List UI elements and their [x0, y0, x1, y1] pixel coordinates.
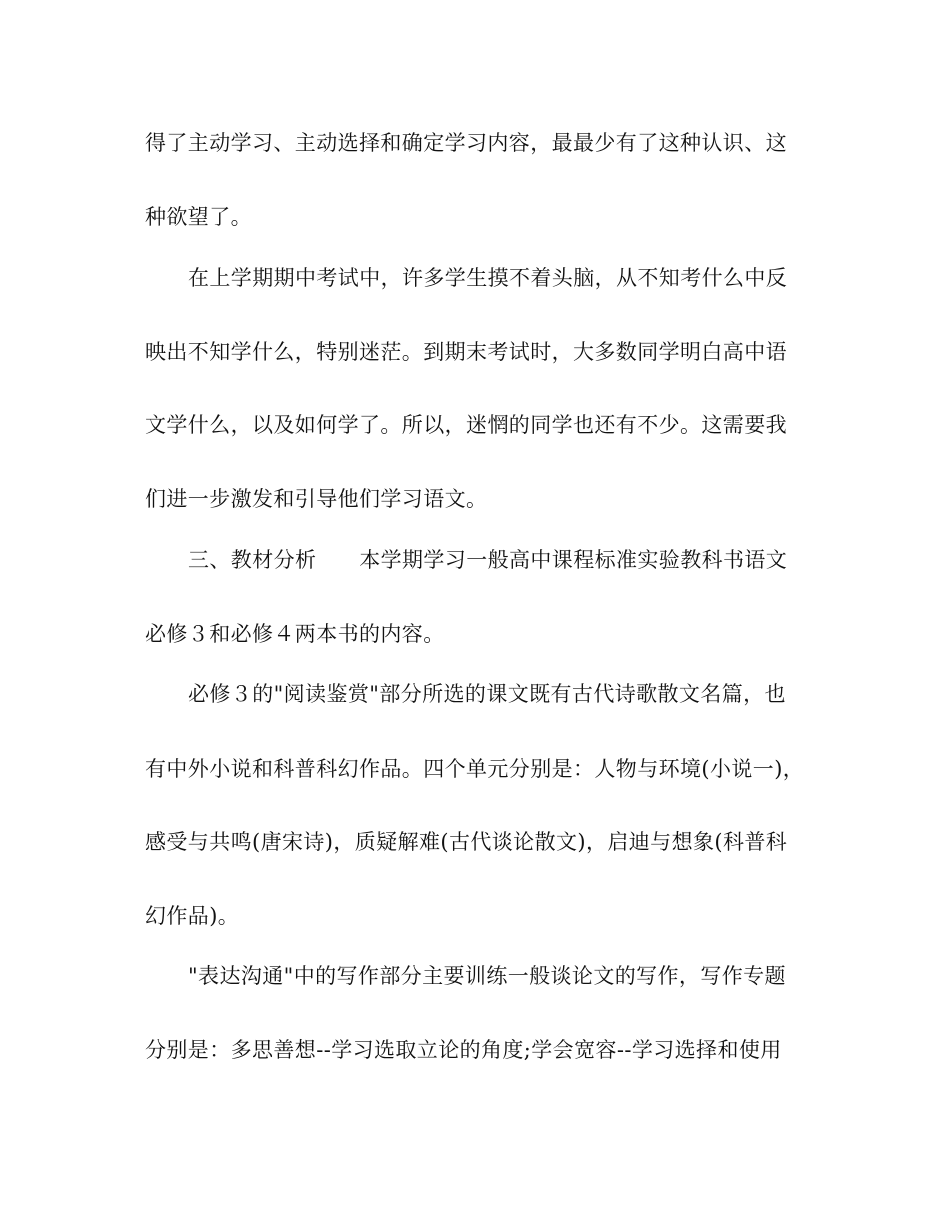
text-line: 感受与共鸣(唐宋诗)，质疑解难(古代谈论散文)，启迪与想象(科普科	[145, 830, 788, 854]
paragraph-first-line: "表达沟通"中的写作部分主要训练一般谈论文的写作，写作专题	[188, 964, 786, 988]
paragraph-first-line: 必修３的"阅读鉴赏"部分所选的课文既有古代诗歌散文名篇，也	[188, 682, 786, 706]
text-line: 种欲望了。	[145, 205, 252, 229]
text-line: 分别是：多思善想--学习选取立论的角度;学会宽容--学习选择和使用	[145, 1038, 782, 1062]
text-line: 有中外小说和科普科幻作品。四个单元分别是：人物与环境(小说一)，	[145, 757, 805, 781]
text-line: 文学什么，以及如何学了。所以，迷惘的同学也还有不少。这需要我	[145, 413, 787, 437]
section-heading-line: 三、教材分析 本学期学习一般高中课程标准实验教科书语文	[188, 548, 788, 572]
text-line: 幻作品)。	[145, 904, 240, 928]
text-line: 们进一步激发和引导他们学习语文。	[145, 487, 488, 511]
text-line: 得了主动学习、主动选择和确定学习内容，最最少有了这种认识、这	[145, 131, 787, 155]
text-line: 必修３和必修４两本书的内容。	[145, 622, 445, 646]
paragraph-first-line: 在上学期期中考试中，许多学生摸不着头脑，从不知考什么中反	[188, 266, 788, 290]
text-line: 映出不知学什么，特别迷茫。到期末考试时，大多数同学明白高中语	[145, 340, 787, 364]
